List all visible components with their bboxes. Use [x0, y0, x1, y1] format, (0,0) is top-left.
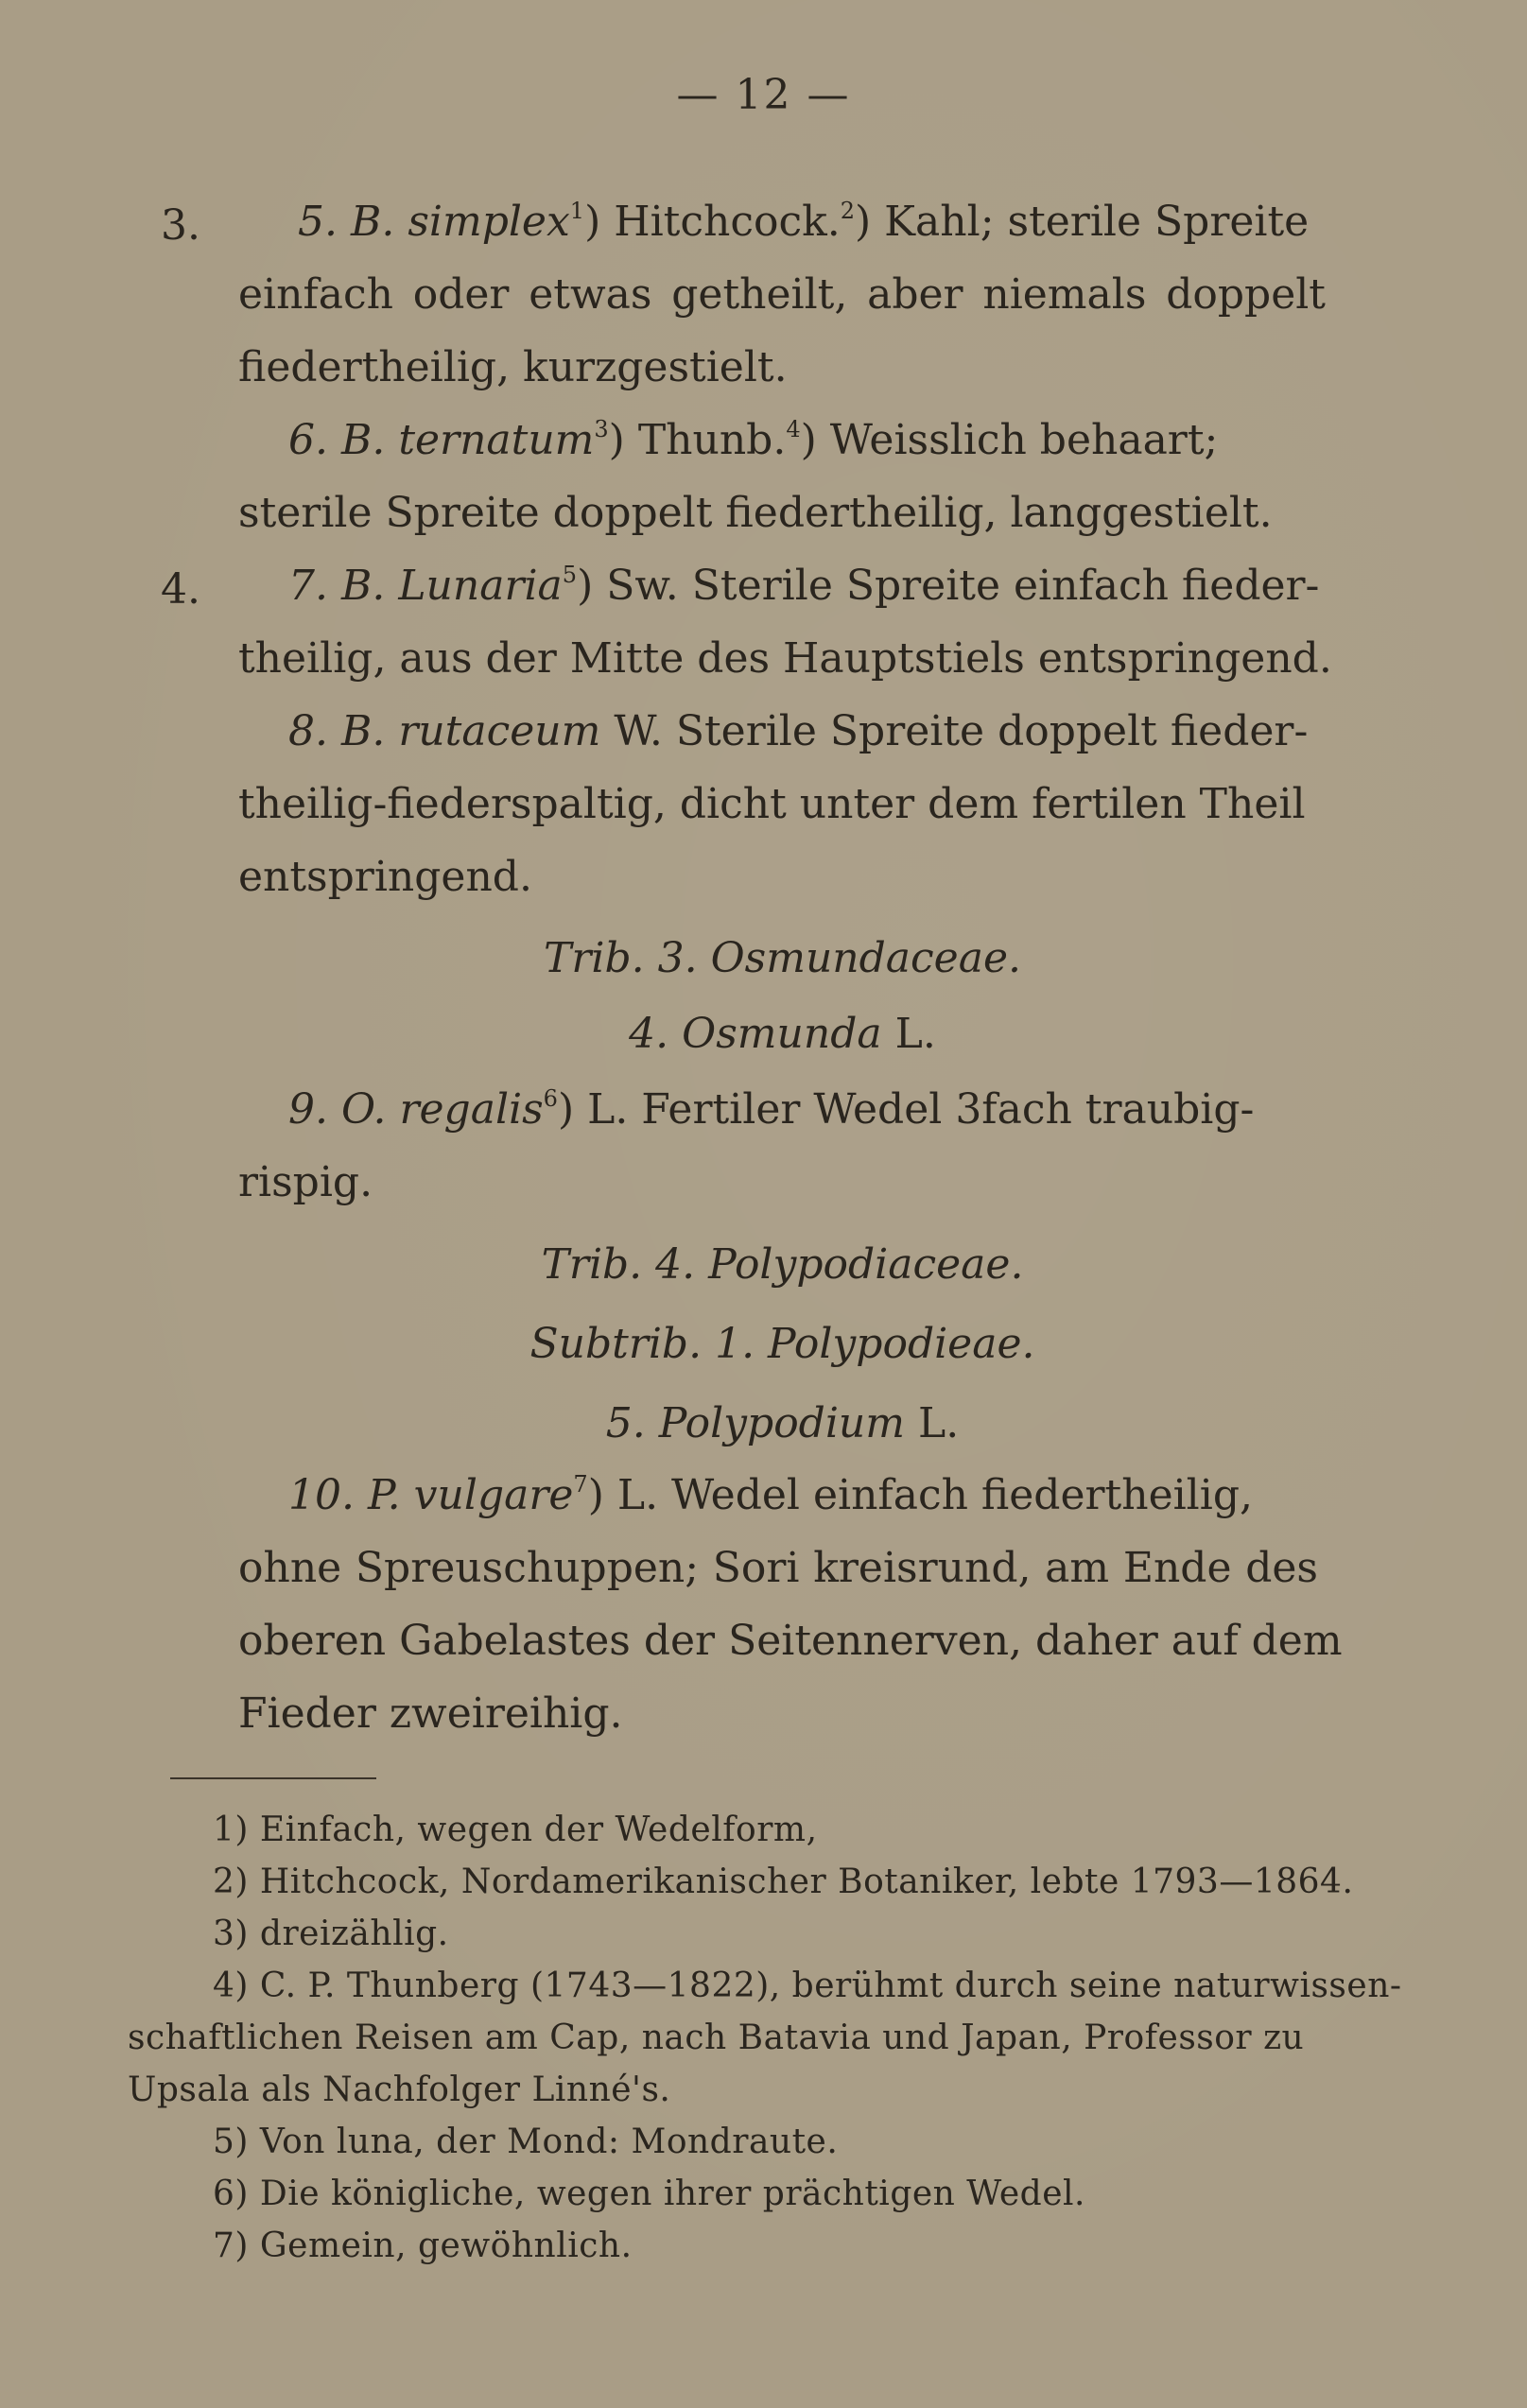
description-text: ) L. Wedel einfach fiedertheilig,	[587, 1471, 1253, 1519]
species-entry-line	[288, 1471, 1327, 1519]
genus-abbrev: B.	[340, 416, 386, 464]
species-entry-line	[288, 416, 1327, 464]
description-line: rispig.	[238, 1158, 373, 1206]
description-line: entspringend.	[238, 853, 532, 901]
description-line: oberen Gabelastes der Seitennerven, daher auf dem	[238, 1617, 1343, 1665]
genus-name: Polypodium	[658, 1399, 905, 1447]
description-line: theilig, aus der Mitte des Hauptstiels entspringend.	[238, 634, 1332, 683]
description-line: ohne Spreuschuppen; Sori kreisrund, am Ende des	[238, 1544, 1318, 1592]
genus-abbrev: O.	[340, 1085, 387, 1134]
footnote-ref: 7	[573, 1471, 588, 1498]
footnote-rule	[170, 1777, 376, 1779]
footnote: 7) Gemein, gewöhnlich.	[213, 2226, 633, 2265]
species-entry-line	[298, 198, 1327, 246]
species-entry-line	[288, 707, 1327, 755]
footnote: 5) Von luna, der Mond: Mondraute.	[213, 2122, 839, 2161]
footnote-ref: 6	[543, 1085, 558, 1112]
tribe-heading: Trib. 3. Osmundaceae.	[544, 934, 1021, 982]
genus-number: 5.	[605, 1399, 646, 1447]
footnote: 3) dreizählig.	[213, 1914, 449, 1953]
species-name: rutaceum	[398, 707, 601, 755]
description-text: ) Sw. Sterile Spreite einfach fieder-	[577, 562, 1320, 610]
description-text: ) Kahl; sterile Spreite	[855, 198, 1310, 246]
footnote-ref: 1	[569, 198, 585, 224]
entry-index: 5.	[298, 198, 338, 246]
key-number: 4.	[161, 565, 200, 614]
genus-abbrev: B.	[350, 198, 395, 246]
subtribe-heading: Subtrib. 1. Polypodieae.	[529, 1320, 1035, 1368]
entry-index: 10.	[288, 1471, 355, 1519]
species-name: ternatum	[398, 416, 595, 464]
description-line: theilig-fiederspaltig, dicht unter dem fertilen Theil	[238, 780, 1306, 828]
footnote-ref: 4	[786, 416, 801, 442]
tribe-heading: Trib. 4. Polypodiaceae.	[541, 1240, 1024, 1289]
footnote: 4) C. P. Thunberg (1743—1822), berühmt durch seine naturwissen-	[213, 1966, 1402, 2005]
genus-author: L.	[881, 1010, 936, 1058]
species-name: simplex	[408, 198, 570, 246]
species-name: Lunaria	[398, 562, 563, 610]
species-name: vulgare	[413, 1471, 574, 1519]
species-entry-line	[288, 1085, 1327, 1134]
footnote-ref: 2	[840, 198, 856, 224]
description-text: ) Weisslich behaart;	[800, 416, 1219, 464]
entry-index: 9.	[288, 1085, 328, 1134]
footnote-continuation: schaftlichen Reisen am Cap, nach Batavia und Japan, Professor zu	[128, 2018, 1305, 2057]
description-line: einfach oder etwas getheilt, aber niemals doppelt	[238, 270, 1326, 319]
genus-abbrev: B.	[340, 562, 386, 610]
footnote-ref: 5	[562, 562, 578, 588]
genus-heading	[0, 1399, 1527, 1447]
species-entry-line	[288, 562, 1327, 610]
footnote: 1) Einfach, wegen der Wedelform,	[213, 1810, 818, 1849]
page-number: — 12 —	[676, 71, 851, 119]
entry-index: 6.	[288, 416, 328, 464]
description-line: sterile Spreite doppelt fiedertheilig, langgestielt.	[238, 489, 1273, 537]
author-text: ) Thunb.	[608, 416, 787, 464]
species-name: regalis	[399, 1085, 544, 1134]
entry-index: 8.	[288, 707, 328, 755]
entry-index: 7.	[288, 562, 328, 610]
description-line: fiedertheilig, kurzgestielt.	[238, 343, 788, 391]
description-text: W. Sterile Spreite doppelt fieder-	[600, 707, 1309, 755]
author-text: ) Hitchcock.	[584, 198, 841, 246]
description-text: ) L. Fertiler Wedel 3fach traubig-	[557, 1085, 1255, 1134]
genus-name: Osmunda	[682, 1010, 882, 1058]
description-line: Fieder zweireihig.	[238, 1689, 623, 1738]
footnote: 6) Die königliche, wegen ihrer prächtigen Wedel.	[213, 2174, 1085, 2213]
genus-heading	[0, 1010, 1527, 1058]
key-number: 3.	[161, 201, 200, 250]
genus-author: L.	[904, 1399, 960, 1447]
footnote-ref: 3	[594, 416, 609, 442]
genus-abbrev: P.	[367, 1471, 401, 1519]
genus-abbrev: B.	[340, 707, 386, 755]
genus-number: 4.	[629, 1010, 669, 1058]
footnote-continuation: Upsala als Nachfolger Linné's.	[128, 2070, 671, 2109]
footnote: 2) Hitchcock, Nordamerikanischer Botaniker, lebte 1793—1864.	[213, 1862, 1354, 1901]
